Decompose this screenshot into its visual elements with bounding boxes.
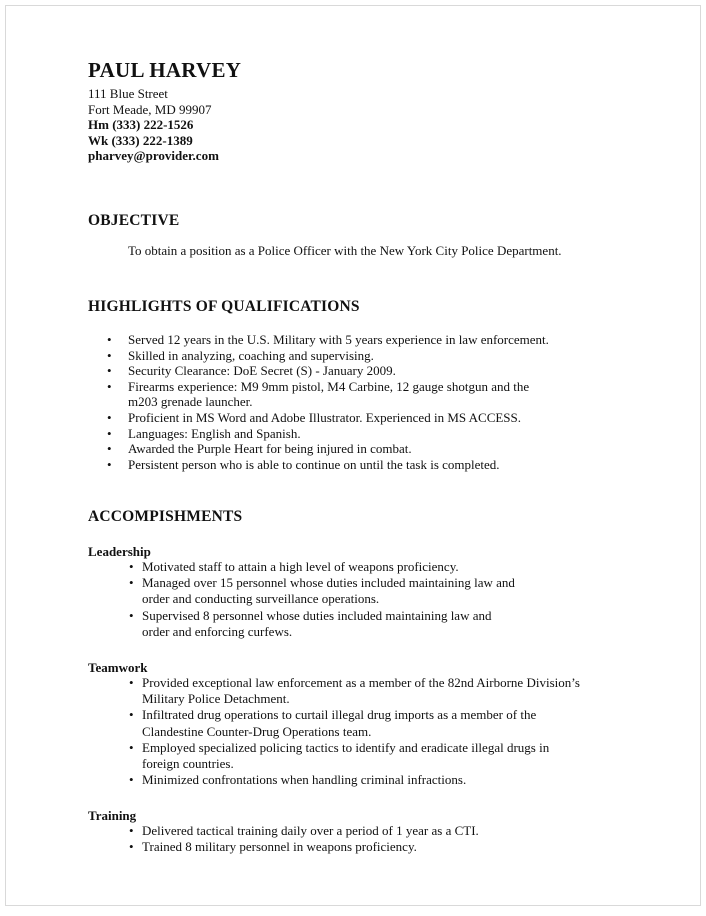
list-item: • Motivated staff to attain a high level of weapons proficiency. [88, 559, 622, 575]
home-phone: Hm (333) 222-1526 [88, 117, 194, 132]
list-item: • Awarded the Purple Heart for being injured in combat. [88, 441, 598, 457]
list-item: • Languages: English and Spanish. [88, 426, 598, 442]
training-list [88, 823, 622, 855]
objective-text: To obtain a position as a Police Officer with the New York City Police Department. [128, 243, 562, 258]
list-item: • Security Clearance: DoE Secret (S) - January 2009. [88, 363, 598, 379]
list-item: • Proficient in MS Word and Adobe Illustrator. Experienced in MS ACCESS. [88, 410, 598, 426]
list-item: • Delivered tactical training daily over a period of 1 year as a CTI. [88, 823, 622, 839]
list-item: • Provided exceptional law enforcement as a member of the 82nd Airborne Division’s Military Police Detachment. [88, 675, 612, 707]
resume-page [5, 5, 701, 906]
leadership-list [88, 559, 622, 640]
highlights-list [88, 332, 598, 472]
list-item: • Trained 8 military personnel in weapons proficiency. [88, 839, 622, 855]
email: pharvey@provider.com [88, 148, 219, 163]
highlights-heading: HIGHLIGHTS OF QUALIFICATIONS [88, 298, 360, 315]
teamwork-subheading: Teamwork [88, 660, 148, 675]
leadership-subheading: Leadership [88, 544, 151, 559]
work-phone: Wk (333) 222-1389 [88, 132, 193, 148]
list-item: • Skilled in analyzing, coaching and supervising. [88, 348, 598, 364]
list-item: • Firearms experience: M9 9mm pistol, M4 Carbine, 12 gauge shotgun and the m203 grenade launcher. [88, 379, 548, 410]
teamwork-list [88, 675, 622, 788]
address-line-1: 111 Blue Street [88, 86, 168, 101]
list-item: • Infiltrated drug operations to curtail illegal drug imports as a member of the Clandestine Counter-Drug Operations team. [88, 707, 567, 739]
list-item: • Persistent person who is able to continue on until the task is completed. [88, 457, 598, 473]
accomplishments-heading: ACCOMPISHMENTS [88, 508, 243, 525]
objective-heading: OBJECTIVE [88, 212, 180, 229]
list-item: • Minimized confrontations when handling criminal infractions. [88, 772, 622, 788]
address-line-2: Fort Meade, MD 99907 [88, 101, 212, 117]
candidate-name: PAUL HARVEY [88, 58, 242, 82]
list-item: • Employed specialized policing tactics to identify and eradicate illegal drugs in foreign countries. [88, 740, 577, 772]
training-subheading: Training [88, 808, 137, 823]
list-item: • Managed over 15 personnel whose duties included maintaining law and order and conducting surveillance operations. [88, 575, 542, 607]
contact-block [88, 86, 219, 164]
list-item: • Supervised 8 personnel whose duties included maintaining law and order and enforcing curfews. [88, 608, 522, 640]
list-item: • Served 12 years in the U.S. Military with 5 years experience in law enforcement. [88, 332, 598, 348]
